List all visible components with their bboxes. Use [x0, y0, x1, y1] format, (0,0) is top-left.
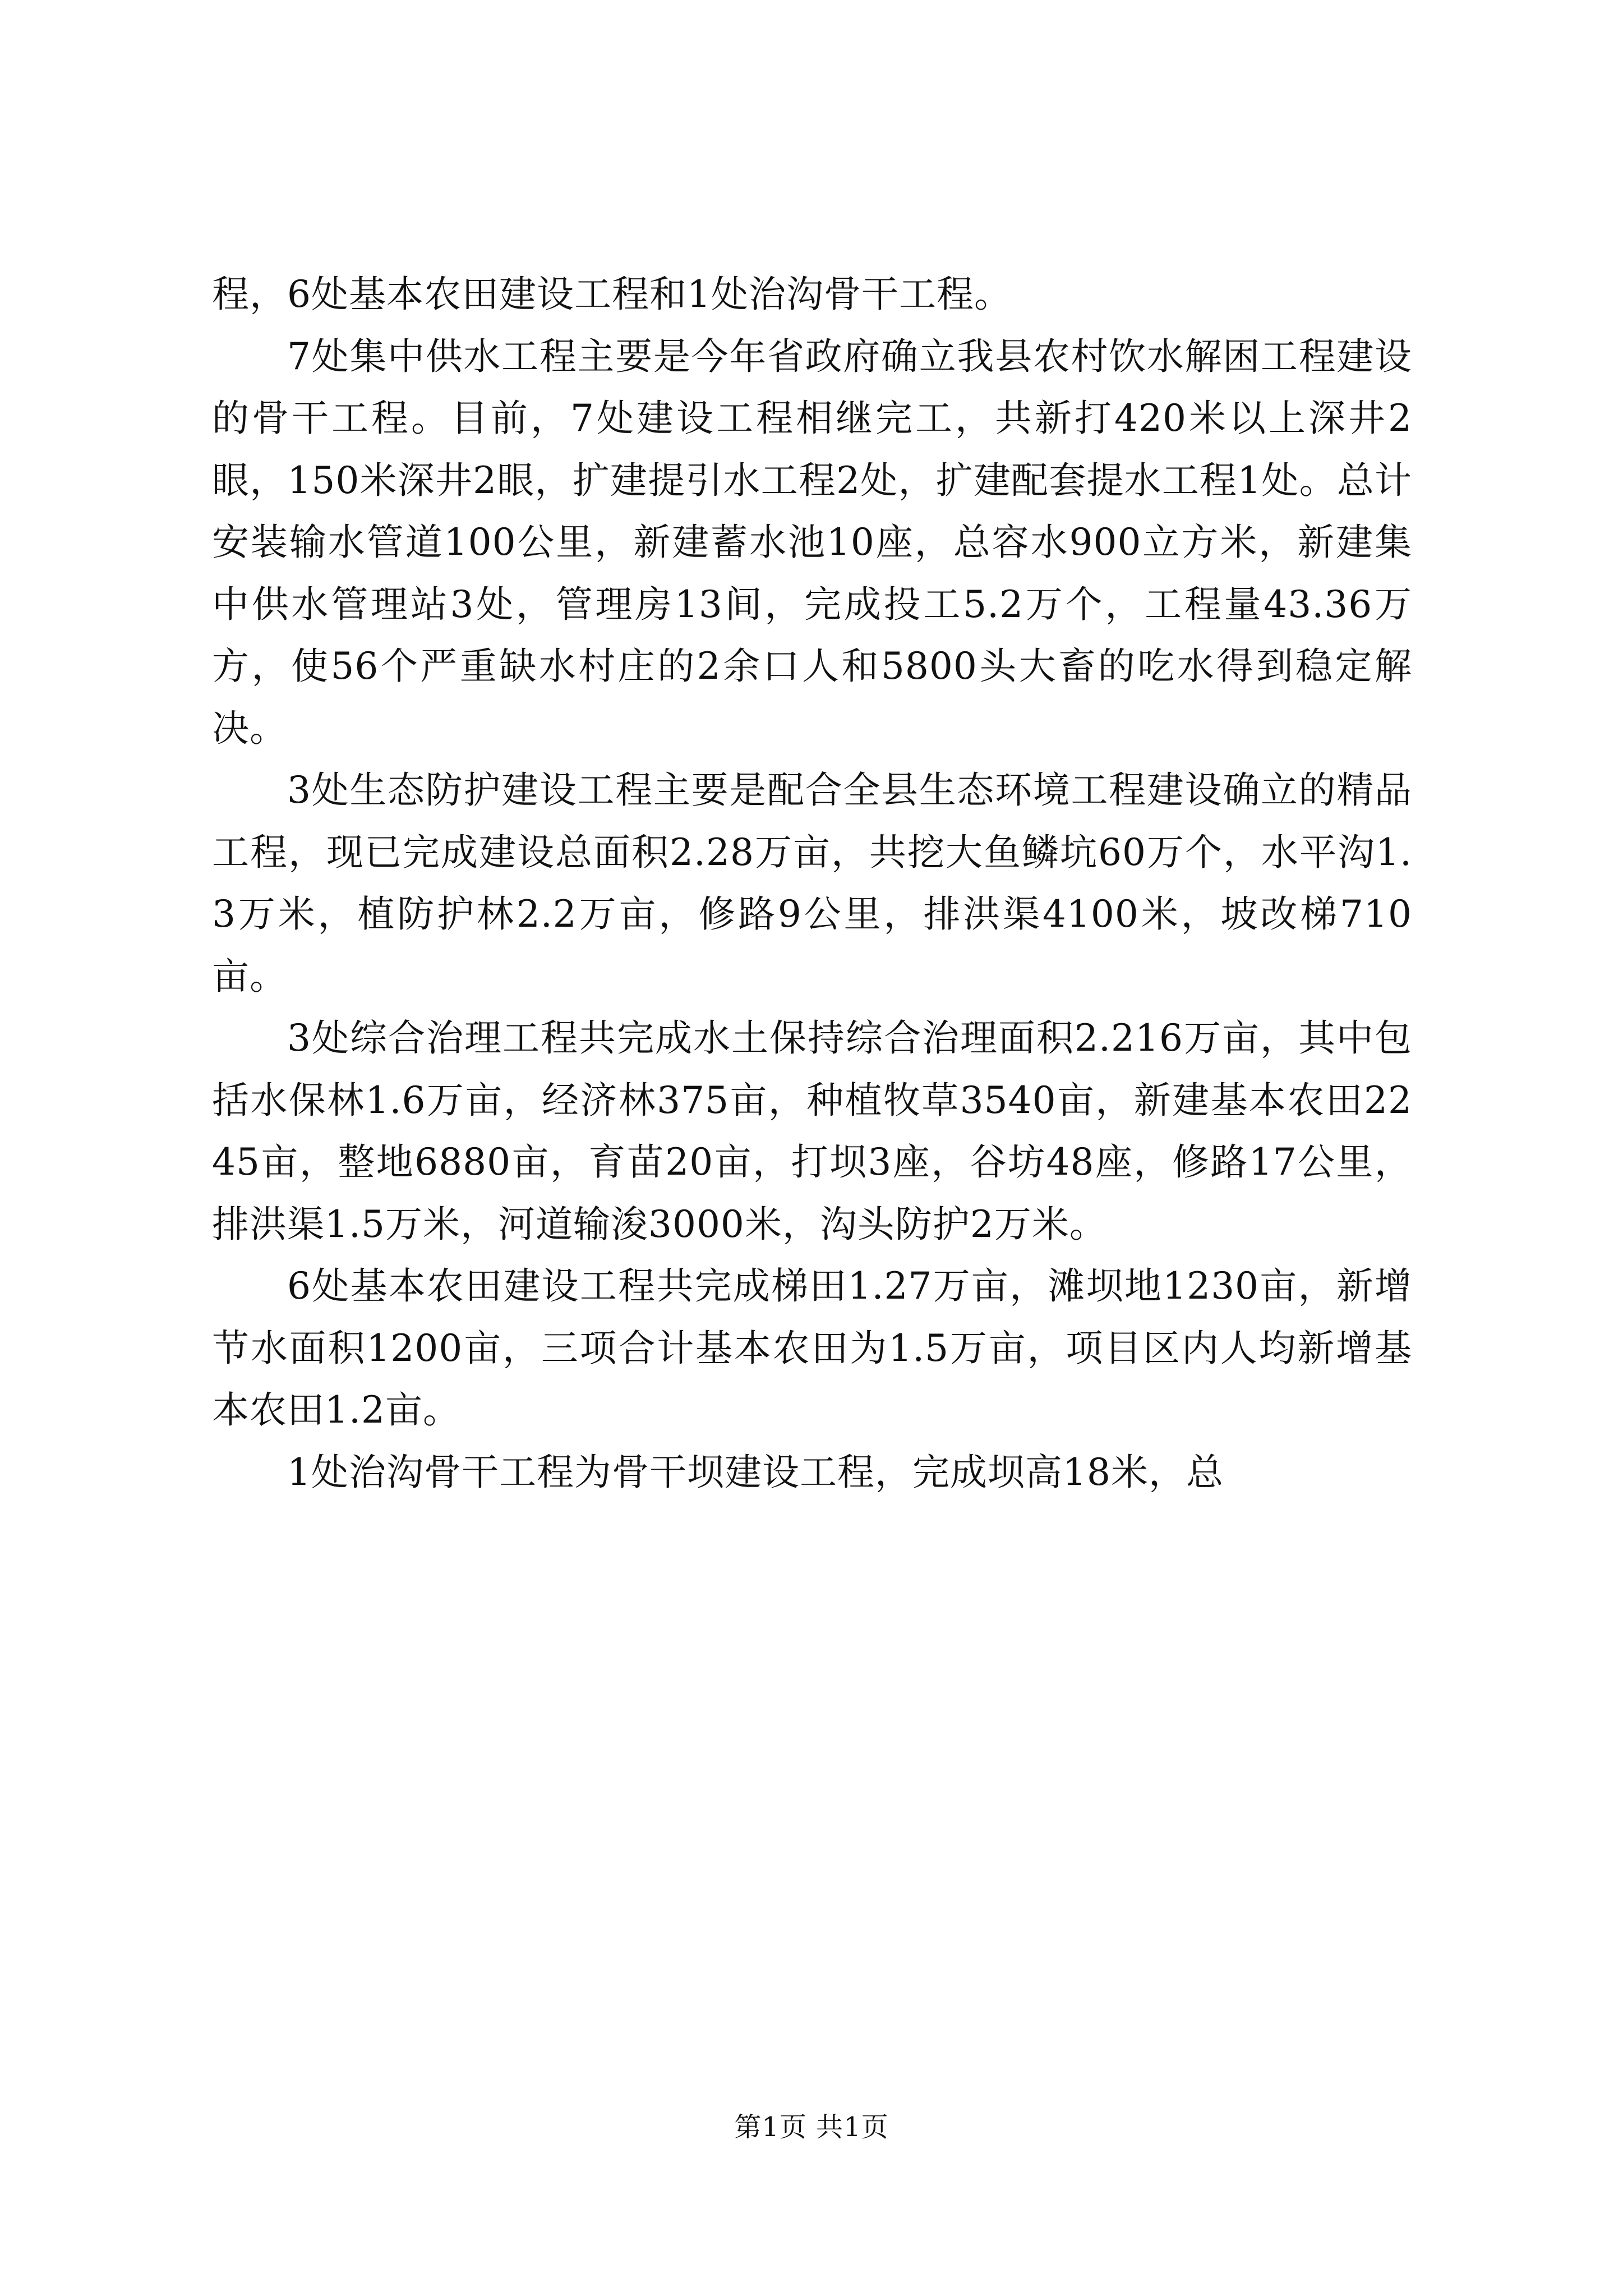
paragraph-comprehensive-treatment: 3处综合治理工程共完成水土保持综合治理面积2.216万亩，其中包括水保林1.6万亩，经济林375亩，种植牧草3540亩，新建基本农田2245亩，整地6880亩，育苗20亩，打坝3座，谷坊48座，修路17公里，排洪渠1.5万米，河道输浚3000米，沟头防护2万米。 [212, 1016, 1412, 1246]
page-footer [0, 2110, 1623, 2144]
document-body [212, 264, 1412, 1503]
paragraph-basic-farmland: 6处基本农田建设工程共完成梯田1.27万亩，滩坝地1230亩，新增节水面积1200亩，三项合计基本农田为1.5万亩，项目区内人均新增基本农田1.2亩。 [212, 1264, 1412, 1432]
paragraph-water-supply: 7处集中供水工程主要是今年省政府确立我县农村饮水解困工程建设的骨干工程。目前，7处建设工程相继完工，共新打420米以上深井2眼，150米深井2眼，扩建提引水工程2处，扩建配套提水工程1处。总计安装输水管道100公里，新建蓄水池10座，总容水900立方米，新建集中供水管理站3处，管理房13间，完成投工5.2万个，工程量43.36万方，使56个严重缺水村庄的2余口人和5800头大畜的吃水得到稳定解决。 [212, 334, 1412, 750]
paragraph-ecological-protection: 3处生态防护建设工程主要是配合全县生态环境工程建设确立的精品工程，现已完成建设总面积2.28万亩，共挖大鱼鳞坑60万个，水平沟1.3万米，植防护林2.2万亩，修路9公里，排洪渠4100米，坡改梯710亩。 [212, 769, 1412, 998]
paragraph-continuation: 程，6处基本农田建设工程和1处治沟骨干工程。 [212, 273, 1012, 316]
paragraph-gully-dam: 1处治沟骨干工程为骨干坝建设工程，完成坝高18米，总 [287, 1450, 1224, 1494]
page-number-label: 第1页 共1页 [734, 2111, 889, 2143]
